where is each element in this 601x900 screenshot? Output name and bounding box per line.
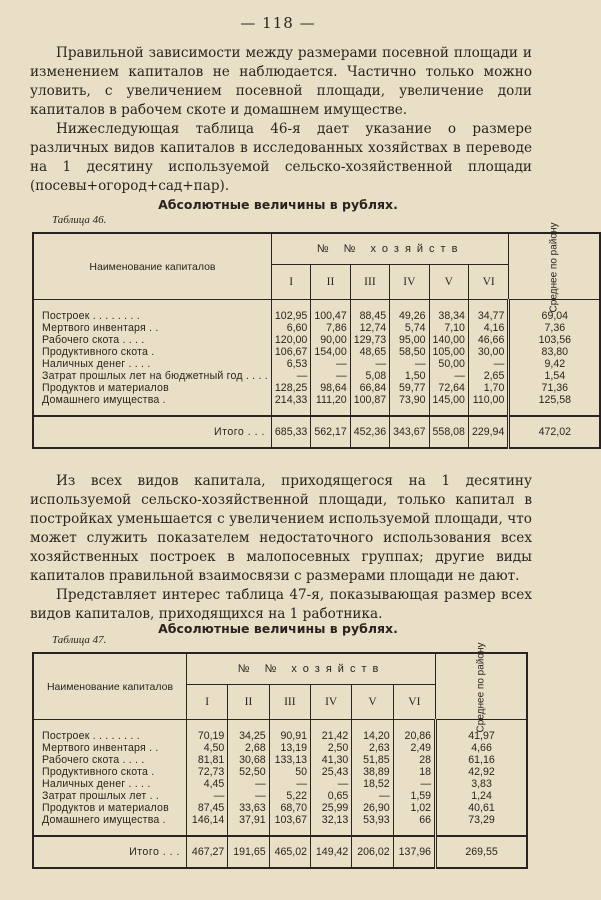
row-label: Рабочего скота . . . .	[33, 754, 187, 766]
total-cell: 229,94	[468, 416, 508, 448]
paragraph-3: Из всех видов капитала, приходящегося на 1 десятину используемой сельско-хозяйственной площади, только капитал в постройках уменьшается с увеличением используемой площади, что может служить показателем недостаточного использования всех хозяйственных построек в малопосевных группах; другие виды капиталов правильной взаимосвязи с размерами площади не дают.	[30, 473, 532, 584]
spacer-cell	[390, 406, 429, 416]
row-label: Построек . . . . . . . .	[33, 730, 187, 742]
spacer-cell	[271, 406, 310, 416]
group-header: № № хозяйств	[187, 653, 436, 685]
row-label: Наличных денег . . . .	[33, 358, 271, 370]
average-cell: 71,36	[509, 382, 600, 394]
table-47	[32, 642, 528, 869]
average-cell: 1,24	[436, 790, 527, 802]
table-head	[33, 642, 527, 732]
total-row	[33, 836, 527, 868]
total-cell: 137,96	[393, 836, 435, 868]
table-row	[33, 394, 600, 406]
value-cell: —	[429, 370, 468, 382]
value-cell: —	[228, 778, 269, 790]
value-cell: 21,42	[310, 730, 351, 742]
table-row	[33, 790, 527, 802]
total-cell: 343,67	[390, 416, 429, 448]
value-cell: 38,34	[429, 310, 468, 322]
value-cell: —	[228, 790, 269, 802]
value-cell: 2,49	[393, 742, 435, 754]
average-header-text: Среднее по району	[548, 222, 560, 312]
value-cell: 102,95	[271, 310, 310, 322]
row-label: Мертвого инвентаря . .	[33, 742, 187, 754]
value-cell: 140,00	[429, 334, 468, 346]
value-cell: 66,84	[350, 382, 389, 394]
value-cell: 2,63	[352, 742, 393, 754]
value-cell: 18	[393, 766, 435, 778]
value-cell: 72,73	[187, 766, 228, 778]
total-cell: 206,02	[352, 836, 393, 868]
value-cell: 14,20	[352, 730, 393, 742]
table47-title: Абсолютные величины в рублях.	[158, 621, 398, 636]
average-cell: 40,61	[436, 802, 527, 814]
row-label: Наличных денег . . . .	[33, 778, 187, 790]
average-header	[436, 642, 527, 732]
value-cell: 2,68	[228, 742, 269, 754]
row-label: Рабочего скота . . . .	[33, 334, 271, 346]
value-cell: —	[350, 358, 389, 370]
value-cell: 59,77	[390, 382, 429, 394]
spacer-cell	[468, 300, 508, 310]
table-row	[33, 742, 527, 754]
spacer-cell	[271, 300, 310, 310]
value-cell: 70,19	[187, 730, 228, 742]
value-cell: 105,00	[429, 346, 468, 358]
value-cell: 58,50	[390, 346, 429, 358]
value-cell: 214,33	[271, 394, 310, 406]
column-header: V	[352, 685, 393, 720]
spacer-cell	[269, 826, 310, 836]
value-cell: 2,65	[468, 370, 508, 382]
paragraph-2: Нижеследующая таблица 46-я дает указание о размере различных видов капиталов в исследованных хозяйствах в переводе на 1 десятину используемой сельско-хозяйственной площади (посевы+огород+сад+пар).	[30, 121, 532, 194]
value-cell: 100,87	[350, 394, 389, 406]
value-cell: —	[390, 358, 429, 370]
value-cell: 1,59	[393, 790, 435, 802]
value-cell: 81,81	[187, 754, 228, 766]
spacer-row	[33, 406, 600, 416]
value-cell: 88,45	[350, 310, 389, 322]
header-row	[33, 233, 600, 265]
value-cell: 68,70	[269, 802, 310, 814]
value-cell: 28	[393, 754, 435, 766]
value-cell: 4,50	[187, 742, 228, 754]
value-cell: 128,25	[271, 382, 310, 394]
total-cell: 191,65	[228, 836, 269, 868]
spacer-cell	[429, 406, 468, 416]
row-label: Домашнего имущества .	[33, 394, 271, 406]
table-body	[33, 300, 600, 448]
table-row	[33, 814, 527, 826]
value-cell: 48,65	[350, 346, 389, 358]
name-header: Наименование капиталов	[33, 233, 271, 300]
paragraph-1: Правильной зависимости между размерами посевной площади и изменением капиталов не наблюдается. Частично только можно уловить, с увеличением посевной площади, увеличение доли капиталов в рабочем скоте и домашнем имуществе.	[30, 45, 532, 118]
column-header: VI	[393, 685, 435, 720]
spacer-cell	[436, 826, 527, 836]
spacer-row	[33, 826, 527, 836]
total-cell: 685,33	[271, 416, 310, 448]
value-cell: 12,74	[350, 322, 389, 334]
value-cell: —	[468, 358, 508, 370]
value-cell: 4,45	[187, 778, 228, 790]
table-row	[33, 382, 600, 394]
spacer-cell	[228, 826, 269, 836]
row-label: Продуктивного скота .	[33, 346, 271, 358]
value-cell: 90,91	[269, 730, 310, 742]
value-cell: 38,89	[352, 766, 393, 778]
value-cell: 100,47	[311, 310, 350, 322]
row-label: Продуктивного скота .	[33, 766, 187, 778]
total-label: Итого . . .	[33, 836, 187, 868]
value-cell: —	[311, 370, 350, 382]
average-cell: 9,42	[509, 358, 600, 370]
spacer-cell	[310, 720, 351, 730]
value-cell: 145,00	[429, 394, 468, 406]
value-cell: 50,00	[429, 358, 468, 370]
column-header: IV	[310, 685, 351, 720]
total-cell: 558,08	[429, 416, 468, 448]
paragraph-intro	[30, 44, 532, 196]
value-cell: 30,68	[228, 754, 269, 766]
value-cell: —	[271, 370, 310, 382]
paragraph-4: Представляет интерес таблица 47-я, показывающая размер всех видов капиталов, приходящихся на 1 работника.	[30, 587, 532, 622]
value-cell: —	[311, 358, 350, 370]
total-label: Итого . . .	[33, 416, 271, 448]
total-cell: 452,36	[350, 416, 389, 448]
table-row	[33, 322, 600, 334]
table-body	[33, 720, 527, 868]
value-cell: 30,00	[468, 346, 508, 358]
spacer-cell	[352, 720, 393, 730]
column-header: VI	[468, 265, 508, 300]
value-cell: 41,30	[310, 754, 351, 766]
column-header: II	[311, 265, 350, 300]
column-header: V	[429, 265, 468, 300]
spacer-cell	[187, 826, 228, 836]
value-cell: —	[310, 778, 351, 790]
value-cell: 5,74	[390, 322, 429, 334]
value-cell: 18,52	[352, 778, 393, 790]
value-cell: 5,22	[269, 790, 310, 802]
value-cell: 33,63	[228, 802, 269, 814]
spacer-cell	[311, 300, 350, 310]
value-cell: 13,19	[269, 742, 310, 754]
page-number: — 118 —	[240, 14, 316, 32]
spacer-cell	[509, 406, 600, 416]
table-row	[33, 334, 600, 346]
total-cell: 562,17	[311, 416, 350, 448]
spacer-cell	[269, 720, 310, 730]
row-label: Затрат прошлых лет . .	[33, 790, 187, 802]
spacer-cell	[311, 406, 350, 416]
row-label: Построек . . . . . . . .	[33, 310, 271, 322]
total-cell: 465,02	[269, 836, 310, 868]
spacer-cell	[187, 720, 228, 730]
row-label: Продуктов и материалов	[33, 802, 187, 814]
value-cell: 110,00	[468, 394, 508, 406]
table-row	[33, 370, 600, 382]
total-average-cell: 269,55	[436, 836, 527, 868]
value-cell: 95,00	[390, 334, 429, 346]
spacer-cell	[228, 720, 269, 730]
value-cell: 146,14	[187, 814, 228, 826]
value-cell: 2,50	[310, 742, 351, 754]
value-cell: 106,67	[271, 346, 310, 358]
row-label: Продуктов и материалов	[33, 382, 271, 394]
value-cell: 4,16	[468, 322, 508, 334]
spacer-cell	[390, 300, 429, 310]
value-cell: 133,13	[269, 754, 310, 766]
value-cell: 7,86	[311, 322, 350, 334]
value-cell: 120,00	[271, 334, 310, 346]
group-header: № № хозяйств	[271, 233, 508, 265]
value-cell: 129,73	[350, 334, 389, 346]
value-cell: 66	[393, 814, 435, 826]
value-cell: 37,91	[228, 814, 269, 826]
spacer-cell	[350, 300, 389, 310]
average-cell: 1,54	[509, 370, 600, 382]
value-cell: 49,26	[390, 310, 429, 322]
average-cell: 73,29	[436, 814, 527, 826]
value-cell: 46,66	[468, 334, 508, 346]
table-46	[32, 222, 601, 449]
table46-caption: Таблица 46.	[52, 214, 107, 226]
total-cell: 467,27	[187, 836, 228, 868]
column-header: II	[228, 685, 269, 720]
value-cell: 52,50	[228, 766, 269, 778]
total-average-cell: 472,02	[509, 416, 600, 448]
value-cell: 0,65	[310, 790, 351, 802]
spacer-cell	[429, 300, 468, 310]
column-header: I	[271, 265, 310, 300]
average-cell: 83,80	[509, 346, 600, 358]
name-header: Наименование капиталов	[33, 653, 187, 720]
row-label: Затрат прошлых лет на бюджетный год . . . .	[33, 370, 271, 382]
value-cell: 20,86	[393, 730, 435, 742]
value-cell: 34,77	[468, 310, 508, 322]
value-cell: —	[269, 778, 310, 790]
paragraph-middle	[30, 472, 532, 624]
average-cell: 103,56	[509, 334, 600, 346]
value-cell: 154,00	[311, 346, 350, 358]
spacer-cell	[310, 826, 351, 836]
value-cell: —	[187, 790, 228, 802]
value-cell: 1,70	[468, 382, 508, 394]
column-header: III	[269, 685, 310, 720]
total-row	[33, 416, 600, 448]
table-row	[33, 778, 527, 790]
spacer-cell	[33, 406, 271, 416]
value-cell: 32,13	[310, 814, 351, 826]
average-cell: 69,04	[509, 310, 600, 322]
value-cell: 7,10	[429, 322, 468, 334]
spacer-cell	[350, 406, 389, 416]
spacer-cell	[393, 720, 435, 730]
average-header	[509, 222, 600, 312]
value-cell: 50	[269, 766, 310, 778]
value-cell: 26,90	[352, 802, 393, 814]
table-row	[33, 802, 527, 814]
value-cell: 73,90	[390, 394, 429, 406]
value-cell: 25,99	[310, 802, 351, 814]
spacer-cell	[33, 300, 271, 310]
column-header: III	[350, 265, 389, 300]
value-cell: 25,43	[310, 766, 351, 778]
spacer-row	[33, 720, 527, 730]
value-cell: 1,50	[390, 370, 429, 382]
table47-caption: Таблица 47.	[52, 634, 107, 646]
value-cell: 34,25	[228, 730, 269, 742]
table-row	[33, 766, 527, 778]
total-cell: 149,42	[310, 836, 351, 868]
spacer-cell	[468, 406, 508, 416]
table-head	[33, 222, 600, 312]
row-label: Мертвого инвентаря . .	[33, 322, 271, 334]
table-row	[33, 310, 600, 322]
value-cell: 6,60	[271, 322, 310, 334]
value-cell: 5,08	[350, 370, 389, 382]
table-row	[33, 754, 527, 766]
value-cell: 98,64	[311, 382, 350, 394]
value-cell: 103,67	[269, 814, 310, 826]
spacer-cell	[33, 826, 187, 836]
average-cell: 61,16	[436, 754, 527, 766]
average-cell: 42,92	[436, 766, 527, 778]
average-cell: 125,58	[509, 394, 600, 406]
table46-title: Абсолютные величины в рублях.	[158, 197, 398, 212]
value-cell: 1,02	[393, 802, 435, 814]
column-header: I	[187, 685, 228, 720]
value-cell: —	[393, 778, 435, 790]
average-header-text: Среднее по району	[475, 642, 487, 732]
column-header: IV	[390, 265, 429, 300]
spacer-cell	[352, 826, 393, 836]
header-row	[33, 653, 527, 685]
spacer-row	[33, 300, 600, 310]
value-cell: —	[352, 790, 393, 802]
value-cell: 51,85	[352, 754, 393, 766]
value-cell: 6,53	[271, 358, 310, 370]
table-row	[33, 730, 527, 742]
table-row	[33, 346, 600, 358]
spacer-cell	[33, 720, 187, 730]
average-cell: 3,83	[436, 778, 527, 790]
value-cell: 87,45	[187, 802, 228, 814]
average-cell: 4,66	[436, 742, 527, 754]
table-row	[33, 358, 600, 370]
average-cell: 7,36	[509, 322, 600, 334]
average-cell: 41,97	[436, 730, 527, 742]
value-cell: 90,00	[311, 334, 350, 346]
value-cell: 111,20	[311, 394, 350, 406]
value-cell: 53,93	[352, 814, 393, 826]
spacer-cell	[393, 826, 435, 836]
value-cell: 72,64	[429, 382, 468, 394]
row-label: Домашнего имущества .	[33, 814, 187, 826]
